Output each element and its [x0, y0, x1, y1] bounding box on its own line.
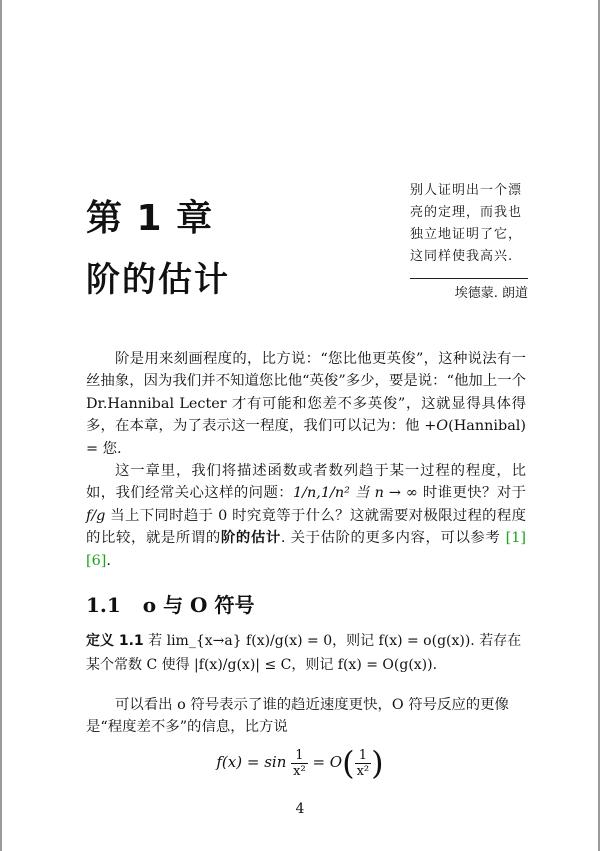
epigraph-quote: 别人证明出一个漂亮的定理，而我也独立地证明了它，这同样使我高兴.: [410, 183, 523, 264]
paragraph-3: [86, 694, 526, 739]
epigraph-rule: [410, 278, 528, 279]
definition-text: 若 lim_{x→a} f(x)/g(x) = 0，则记 f(x) = o(g(x)). 若存在某个常数 C 使得 |f(x)/g(x)| ≤ C，则记 f(x) = O(g(x)).: [86, 633, 522, 673]
paragraph-2-math-b: f/g: [86, 507, 106, 524]
citation-link-1[interactable]: [1]: [505, 530, 526, 547]
paragraph-2: [86, 460, 526, 572]
paragraph-1: [86, 348, 526, 460]
formula-fraction: [291, 748, 308, 779]
formula-inner-denominator: x²: [356, 763, 370, 779]
paragraph-1-text-b: (Hannibal) = 您.: [86, 418, 526, 457]
formula-left-paren: (: [342, 744, 355, 782]
formula-inner-numerator: 1: [355, 748, 372, 764]
citation-link-6[interactable]: [6]: [86, 552, 107, 569]
formula-lhs: f(x) = sin: [216, 753, 287, 771]
paragraph-1-math: O: [436, 418, 449, 435]
paragraph-2-text-e: .: [106, 552, 111, 569]
section-heading: [86, 589, 254, 618]
definition-label: 定义 1.1: [86, 633, 144, 649]
page-left-edge: [0, 0, 2, 851]
display-formula: [0, 744, 600, 782]
paragraph-1-text-a: 阶是用来刻画程度的，比方说：“您比他更英俊”，这种说法有一丝抽象，因为我们并不知道您比他“英俊”多少，要是说：“他加上一个 Dr.Hannibal Lecter 才有可能和您差不多英俊”，这就显得具体得多，在本章，为了表示这一程度，我们可以记为：他 +: [86, 351, 526, 435]
epigraph: [410, 180, 528, 301]
paragraph-3-text: 可以看出 o 符号表示了谁的趋近速度更快，O 符号反应的更像是“程度差不多”的信息，比方说: [86, 697, 509, 736]
epigraph-author: 埃德蒙. 朗道: [454, 286, 528, 301]
section-number: 1.1: [86, 593, 121, 617]
formula-right-paren: ): [371, 744, 384, 782]
paragraph-2-text-c: 当上下同时趋于 0 时究竟等于什么？这就需要对极限过程的程度的比较，就是所谓的: [86, 507, 526, 547]
section-title: o 与 O 符号: [142, 593, 255, 617]
paragraph-2-math-a: 1/n,1/n² 当 n → ∞: [293, 485, 418, 502]
formula-fraction-numerator: 1: [291, 748, 308, 764]
page-number: 4: [295, 801, 305, 817]
paragraph-2-term: 阶的估计: [220, 530, 281, 547]
formula-fraction-denominator: x²: [293, 763, 306, 779]
paragraph-2-text-a: 这一章里，我们将描述函数或者数列趋于某一过程的程度，比如，我们经常关心这样的问题：: [86, 463, 526, 502]
paragraph-2-text-d: . 关于估阶的更多内容，可以参考: [280, 530, 506, 547]
formula-inner-fraction: [355, 748, 372, 779]
definition-block: [86, 629, 526, 677]
paragraph-2-text-b: 时谁更快？对于: [417, 485, 526, 502]
chapter-number: 第 1 章: [86, 198, 214, 239]
formula-mid: = O: [312, 753, 343, 771]
chapter-title: 阶的估计: [86, 260, 230, 300]
